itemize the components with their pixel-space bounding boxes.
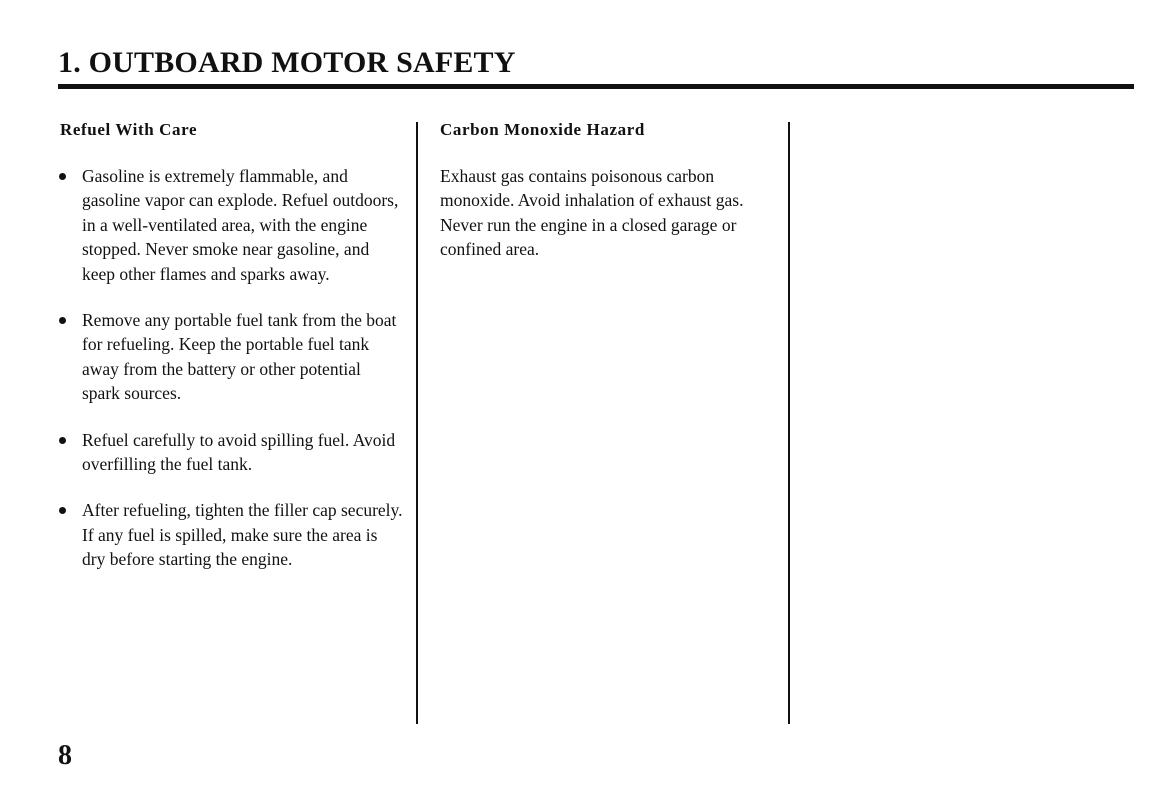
list-item [58, 428, 403, 477]
column-divider-right [788, 122, 790, 724]
page-number: 8 [58, 740, 72, 771]
carbon-monoxide-section-heading: Carbon Monoxide Hazard [440, 120, 645, 139]
list-item [58, 498, 403, 571]
title-rule [58, 84, 1134, 89]
bullet-text: Gasoline is extremely flammable, and gasoline vapor can explode. Refuel outdoors, in a well-ventilated area, with the engine stopped. Never smoke near gasoline, and keep other flames and sparks away. [82, 166, 399, 284]
bullet-icon [59, 173, 66, 180]
bullet-text: Refuel carefully to avoid spilling fuel. Avoid overfilling the fuel tank. [82, 429, 396, 475]
column-divider-left [416, 122, 418, 724]
refuel-section-heading: Refuel With Care [60, 120, 198, 139]
bullet-icon [59, 437, 66, 444]
bullet-text: Remove any portable fuel tank from the boat for refueling. Keep the portable fuel tank away from the battery or other potential spark sources. [82, 310, 397, 404]
chapter-title: 1. OUTBOARD MOTOR SAFETY [58, 46, 516, 79]
bullet-text: After refueling, tighten the filler cap securely. If any fuel is spilled, make sure the area is dry before starting the engine. [82, 500, 403, 570]
bullet-icon [59, 317, 66, 324]
list-item [58, 308, 403, 406]
carbon-monoxide-body: Exhaust gas contains poisonous carbon monoxide. Avoid inhalation of exhaust gas. Never run the engine in a closed garage or confined area. [440, 166, 744, 260]
refuel-bullet-list [58, 164, 403, 594]
list-item [58, 164, 403, 286]
bullet-icon [59, 507, 66, 514]
